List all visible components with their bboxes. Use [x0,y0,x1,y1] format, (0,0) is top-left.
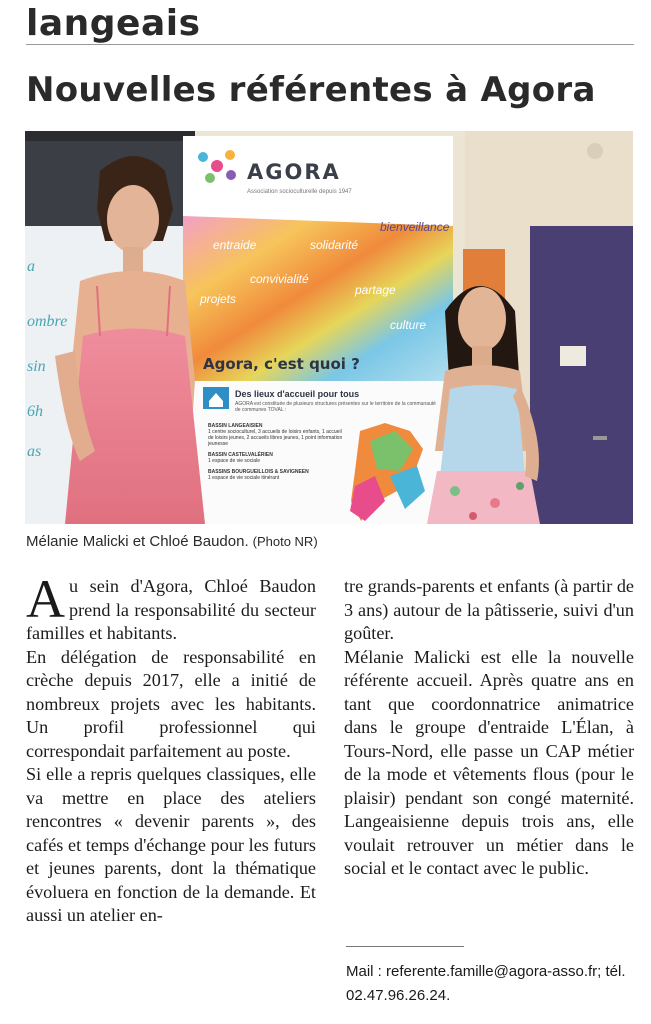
svg-text:sin: sin [27,358,46,375]
mail-label: Mail : [346,963,382,980]
svg-text:Association socioculturelle de: Association socioculturelle depuis 1947 [247,189,352,195]
svg-text:Agora, c'est quoi ?: Agora, c'est quoi ? [203,355,360,373]
phone-number[interactable]: 02.47.96.26.24. [346,987,451,1004]
svg-text:Des lieux d'accueil pour tous: Des lieux d'accueil pour tous [235,389,360,399]
photo-credit: (Photo NR) [252,534,318,549]
article-column-left [26,569,316,928]
svg-text:as: as [27,443,42,460]
section-title: langeais [26,3,201,44]
paragraph-4: tre grands-parents et enfants (à partir de 3 ans) autour de la pâtisserie, suivi d'un goûter. [344,576,634,643]
article-headline: Nouvelles référentes à Agora [26,70,596,110]
svg-text:culture: culture [390,318,427,332]
paragraph-3: Si elle a repris quelques classiques, elle va mettre en place des ateliers rencontres « devenir parents », des cafés et temps d'échange pour les futurs et jeunes parents, dont la thématique évoluera en fonction de la demande. Et aussi un atelier en- [26,764,316,925]
article-photo [25,131,633,524]
dropcap: A [26,569,65,629]
mail-address-link[interactable]: referente.famille@agora-asso.fr [386,963,598,980]
svg-text:solidarité: solidarité [310,238,359,252]
svg-text:AGORA: AGORA [247,160,341,184]
contact-separator [346,946,464,947]
article-column-right [344,575,634,881]
caption-text: Mélanie Malicki et Chloé Baudon. [26,533,249,550]
paragraph-1: Au sein d'Agora, Chloé Baudon prend la responsabilité du secteur familles et habitants. [26,569,316,643]
svg-text:partage: partage [355,283,396,297]
svg-text:projets: projets [200,292,237,306]
photo-caption [26,533,318,550]
paragraph-5: Mélanie Malicki est elle la nouvelle référente accueil. Après quatre ans en tant que coordonnatrice animatrice dans le groupe d'entraide L'Élan, à Tours-Nord, elle passe un CAP métier de la mode et vêtements flous (pour le plaisir) pendant son congé maternité. Langeaisienne depuis trois ans, elle voulait retrouver un métier dans le social et le contact avec le public. [344,646,634,878]
agora-banner: AGORA Association socioculturelle depuis 1947 bienveillance entraide solidarité convivialité projets partage culture Agora, c'est quoi ? Des lieux d'accueil pour tous AGORA est constituée de plusieurs structures présentes sur le territoire de la communauté de communes TOVAL : BASSIN LANGEAISIEN 1 centre socioculturel, 3 accueils de loisirs enfants, 1 accueil de loisirs jeunes, 2 accueils libres jeunes, 1 point information jeunesse BASSIN CASTELVALÉRIEN 1 espace de vie sociale BASSINS BOURGUEILLOIS & SAVIGNEEN 1 espace de vie sociale itinérant [183,136,453,524]
phone-label: ; tél. [597,963,626,980]
svg-text:convivialité: convivialité [250,272,309,286]
svg-text:6h: 6h [27,403,43,420]
svg-text:bienveillance: bienveillance [380,220,450,234]
contact-info [346,960,636,1008]
svg-text:ombre: ombre [27,313,68,330]
section-rule [26,44,634,45]
paragraph-2: En délégation de responsabilité en crèche depuis 2017, elle a initié de nombreux projets avec les habitants. Un profil professionnel qui correspondait parfaitement au poste. [26,646,316,761]
svg-text:entraide: entraide [213,238,257,252]
svg-text:a: a [27,258,35,275]
